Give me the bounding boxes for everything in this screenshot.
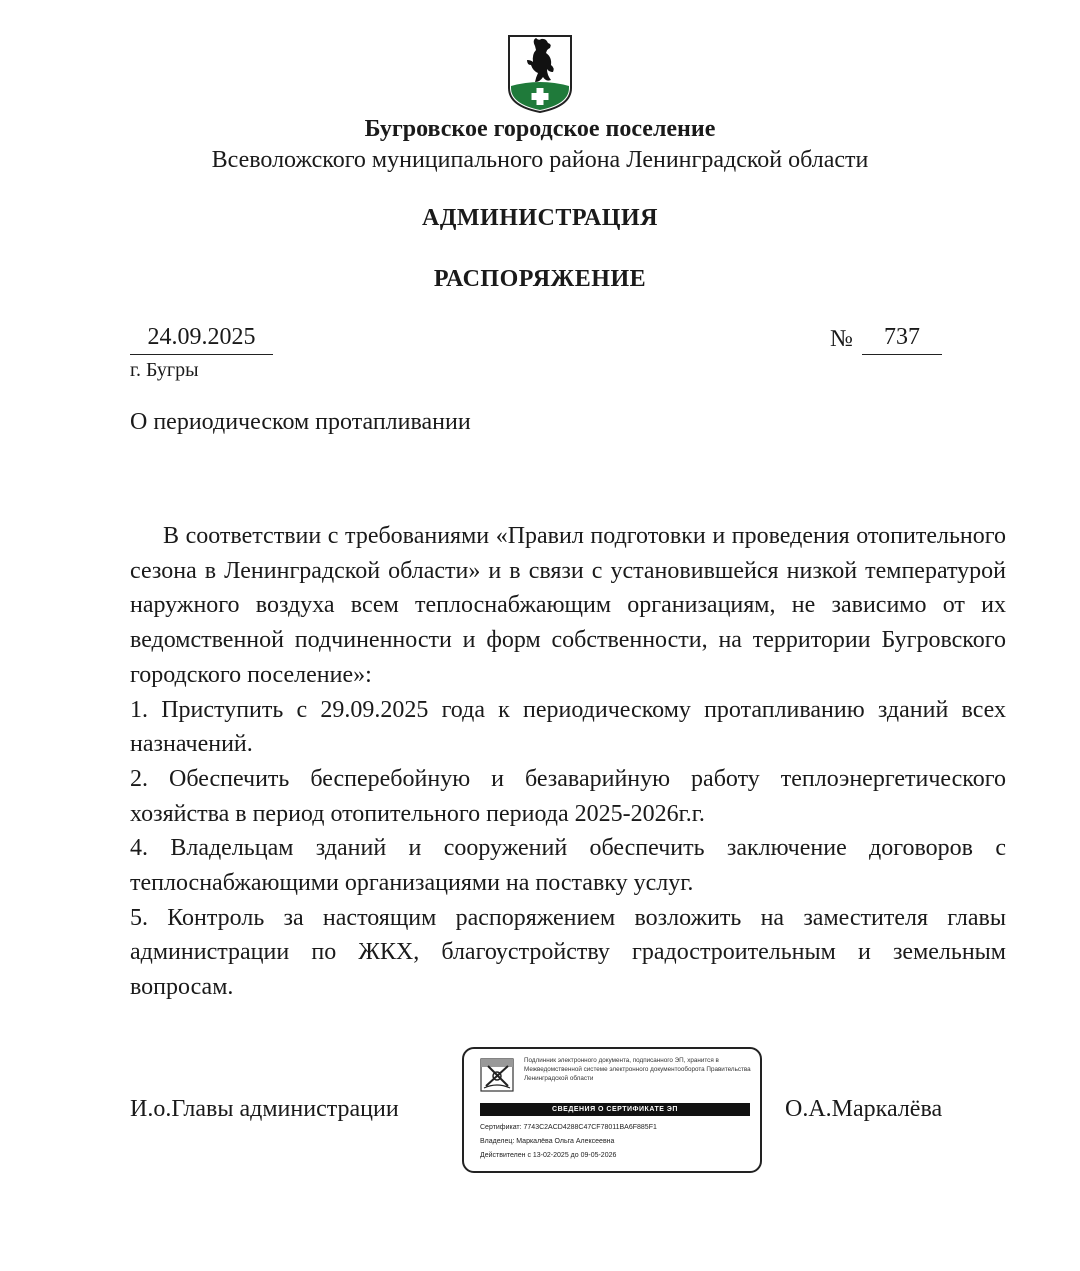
document-date: 24.09.2025 bbox=[130, 324, 273, 355]
certificate-serial: Сертификат: 7743C2ACD4288C47CF78011BA6F885F1 bbox=[480, 1124, 657, 1131]
body-item: 4. Владельцам зданий и сооружений обеспечить заключение договоров с теплоснабжающими организациями на поставку услуг. bbox=[130, 835, 1006, 897]
document-body bbox=[130, 519, 1006, 1005]
district-name: Всеволожского муниципального района Ленинградской области bbox=[211, 147, 869, 173]
body-item: 2. Обеспечить бесперебойную и безаварийную работу теплоэнергетического хозяйства в период отопительного периода 2025-2026г.г. bbox=[130, 765, 1006, 827]
administration-heading: АДМИНИСТРАЦИЯ bbox=[422, 205, 658, 231]
org-name: Бугровское городское поселение bbox=[364, 116, 716, 142]
document-number: 737 bbox=[862, 324, 942, 355]
city-label: г. Бугры bbox=[130, 359, 199, 381]
certificate-info-bar: СВЕДЕНИЯ О СЕРТИФИКАТЕ ЭП bbox=[480, 1103, 750, 1116]
signatory-name: О.А.Маркалёва bbox=[785, 1096, 943, 1122]
stamp-note: Подлинник электронного документа, подписанного ЭП, хранится в Межведомственной системе электронного документооборота Правительства Ленинградской области bbox=[524, 1057, 751, 1082]
number-sign: № bbox=[830, 326, 853, 352]
signatory-title: И.о.Главы администрации bbox=[130, 1096, 399, 1122]
document-subject: О периодическом протапливании bbox=[130, 409, 471, 435]
body-intro: В соответствии с требованиями «Правил подготовки и проведения отопительного сезона в Ленинградской области» и в связи с установившейся низкой температурой наружного воздуха всем теплоснабжающим организациям, не зависимо от их ведомственной подчиненности и форм собственности, на территории Бугровского городского поселение»: bbox=[130, 523, 1006, 688]
certificate-validity: Действителен с 13-02-2025 до 09-05-2026 bbox=[480, 1152, 617, 1159]
body-item: 1. Приступить с 29.09.2025 года к периодическому протапливанию зданий всех назначений. bbox=[130, 696, 1006, 758]
coat-of-arms-bear-icon bbox=[505, 32, 575, 114]
body-item: 5. Контроль за настоящим распоряжением возложить на заместителя главы администрации по ЖКХ, благоустройству градостроительным и земельным вопросам. bbox=[130, 904, 1006, 1001]
document-type-heading: РАСПОРЯЖЕНИЕ bbox=[433, 266, 647, 292]
electronic-signature-stamp bbox=[462, 1047, 762, 1173]
certificate-owner: Владелец: Маркалёва Ольга Алексеевна bbox=[480, 1138, 615, 1145]
lenoblast-emblem-icon bbox=[480, 1058, 514, 1092]
